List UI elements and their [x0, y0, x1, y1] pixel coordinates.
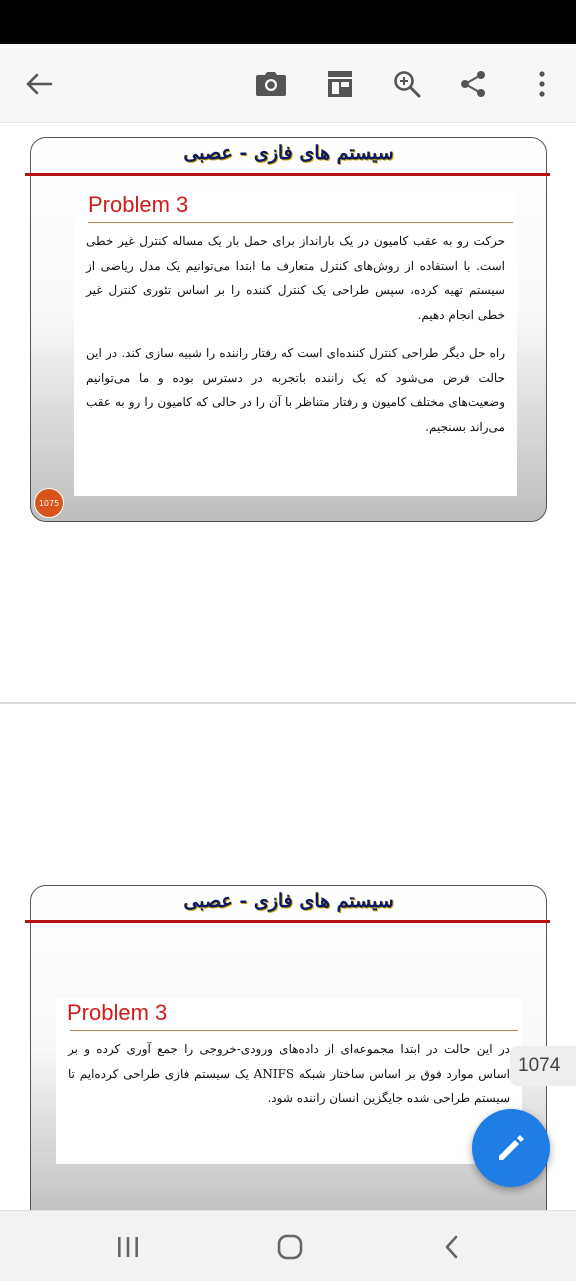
camera-icon[interactable]	[251, 64, 291, 104]
content-box	[56, 998, 522, 1164]
edit-pencil-icon	[494, 1131, 528, 1165]
slide-title: سیستم های فازی - عصبی	[183, 142, 394, 164]
title-divider	[88, 222, 513, 223]
slide-page-1	[30, 137, 547, 522]
title-underline	[25, 920, 550, 923]
back-icon[interactable]	[434, 1229, 470, 1265]
recent-apps-icon[interactable]	[110, 1229, 146, 1265]
slide-page-2	[30, 885, 547, 1210]
slide-number-badge: 1075	[34, 488, 64, 518]
home-icon[interactable]	[272, 1229, 308, 1265]
content-box	[74, 190, 517, 496]
more-vert-icon[interactable]	[522, 64, 562, 104]
edit-button[interactable]	[472, 1109, 550, 1187]
problem-title: Problem 3	[67, 1000, 168, 1025]
paragraph: حرکت رو به عقب کامیون در یک بارانداز برای حمل بار یک مساله کنترل غیر خطی است. با استفاده از روش‌های کنترل متعارف ما ابتدا می‌توانیم یک مدل ریاضی از سیستم تهیه کرده، سپس طراحی یک کنترل کننده را بر اساس تئوری کنترل غیر خطی انجام دهیم.	[86, 234, 505, 322]
status-bar	[0, 0, 576, 44]
document-viewer[interactable]	[0, 123, 576, 1210]
search-zoom-icon[interactable]	[387, 64, 427, 104]
toolbar	[0, 44, 576, 123]
page-separator	[0, 702, 576, 704]
slide-title: سیستم های فازی - عصبی	[183, 890, 394, 912]
problem-title: Problem 3	[88, 192, 189, 217]
navigation-bar	[0, 1210, 576, 1281]
title-underline	[25, 173, 550, 176]
title-divider	[70, 1030, 518, 1031]
paragraph: راه حل دیگر طراحی کنترل کننده‌ای است که رفتار راننده را شبیه سازی کند. در این حالت فرض می‌شود که یک راننده باتجربه در دسترس بوده و ما می‌توانیم وضعیت‌های مختلف کامیون و رفتار متناظر با آن را در حالی که کامیون را رو به عقب می‌راند بسنجیم.	[86, 346, 505, 434]
page-number-indicator: 1074	[510, 1046, 576, 1086]
share-icon[interactable]	[453, 64, 493, 104]
layout-icon[interactable]	[320, 64, 360, 104]
paragraph: در این حالت در ابتدا مجموعه‌ای از داده‌های ورودی-خروجی را جمع آوری کرده و بر اساس موارد فوق بر اساس ساختار شبکه ANIFS یک سیستم فازی طراحی کرده‌ایم تا سیستم طراحی شده جایگزین انسان راننده شود.	[68, 1042, 510, 1105]
back-arrow-icon[interactable]	[19, 64, 59, 104]
